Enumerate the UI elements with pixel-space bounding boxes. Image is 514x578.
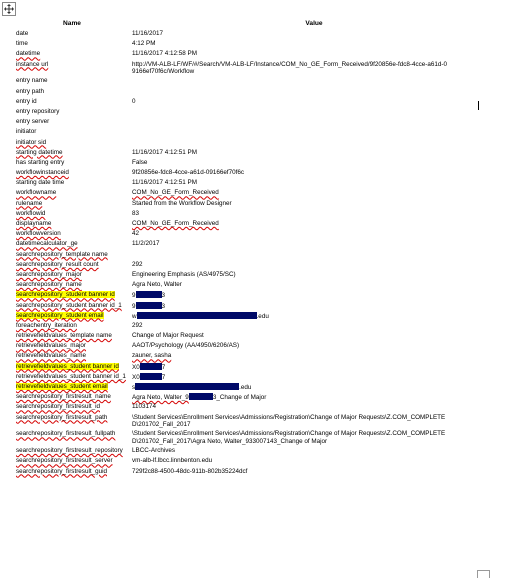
variable-value: vm-alb-lf.lbcc.linnbenton.edu xyxy=(132,457,213,465)
variable-value-cell xyxy=(130,117,498,127)
variable-value: AAOT/Psychology (AA/4950/6206/AS) xyxy=(132,342,240,350)
variable-value-cell xyxy=(130,280,498,290)
variable-name: searchrepository_student banner id_1 xyxy=(16,301,122,309)
variable-value-cell xyxy=(130,446,498,456)
variable-value-cell xyxy=(130,362,498,372)
variable-value-cell xyxy=(130,331,498,341)
table-row xyxy=(14,188,498,198)
variable-value-cell xyxy=(130,392,498,402)
variable-value: 1103174 xyxy=(132,403,157,411)
value-prefix: s xyxy=(132,384,136,391)
variable-value: \Student Services\Enrollment Services\Admissions/Registration\Change of Major Requests\Z.COM_COMPLETED\201702_Fall_2017 xyxy=(132,413,446,429)
variable-value: 9f20856e-fdc8-4cce-a61d-09166ef70f6c xyxy=(132,169,245,177)
variable-value-cell xyxy=(130,402,498,412)
table-row xyxy=(14,138,498,148)
variable-name: datetime xyxy=(16,50,41,58)
variable-value-cell xyxy=(130,260,498,270)
table-header-row xyxy=(14,18,498,29)
table-row xyxy=(14,209,498,219)
variable-value-cell xyxy=(130,456,498,466)
variable-value: Engineering Emphasis (AS/4975/SC) xyxy=(132,270,236,278)
variable-name: foreachentry_iteration xyxy=(16,321,77,329)
variable-name-cell xyxy=(14,199,130,209)
variable-name-cell xyxy=(14,321,130,331)
variable-name: searchrepository_major xyxy=(16,270,82,278)
variable-name: has starting entry xyxy=(16,158,65,166)
variable-name-cell xyxy=(14,311,130,321)
variable-value-cell xyxy=(130,467,498,477)
table-row xyxy=(14,199,498,209)
text-cursor xyxy=(478,101,479,110)
table-row xyxy=(14,250,498,260)
variable-name-cell xyxy=(14,341,130,351)
variable-name-cell xyxy=(14,290,130,300)
variable-name-cell xyxy=(14,188,130,198)
value-suffix: .edu xyxy=(256,312,269,320)
variable-name: initiator xyxy=(16,128,37,136)
variable-name: searchrepository_firstresult_fullpath xyxy=(16,430,116,438)
variable-name: rulename xyxy=(16,199,43,207)
variable-value: False xyxy=(132,158,148,166)
table-row xyxy=(14,446,498,456)
variable-name: initiator sid xyxy=(16,138,47,146)
table-row xyxy=(14,372,498,382)
table-row xyxy=(14,76,498,86)
value-prefix: X0 xyxy=(132,363,140,371)
table-row xyxy=(14,402,498,412)
variable-value: COM_No_GE_Form_Received xyxy=(132,220,219,227)
variable-name-cell xyxy=(14,467,130,477)
redaction-block xyxy=(189,393,213,400)
variable-name: retrievefieldvalues_name xyxy=(16,352,87,360)
table-row xyxy=(14,413,498,430)
value-prefix: w xyxy=(132,312,137,320)
table-row xyxy=(14,467,498,477)
variable-name: workflowname xyxy=(16,189,57,197)
variable-name-cell xyxy=(14,260,130,270)
value-suffix: 3 xyxy=(161,302,166,310)
table-row xyxy=(14,341,498,351)
variable-value-cell xyxy=(130,290,498,300)
variable-value-cell xyxy=(130,413,498,430)
variable-value: 0 xyxy=(132,97,136,105)
variable-value-cell xyxy=(130,301,498,311)
variable-value-cell xyxy=(130,229,498,239)
table-row xyxy=(14,311,498,321)
variable-name-cell xyxy=(14,76,130,86)
variable-name-cell xyxy=(14,148,130,158)
variable-name: date xyxy=(16,30,29,37)
variable-name-cell xyxy=(14,446,130,456)
table-row xyxy=(14,97,498,107)
variable-value: 11/16/2017 4:12:51 PM xyxy=(132,179,198,187)
variable-value-cell xyxy=(130,199,498,209)
table-row xyxy=(14,362,498,372)
variable-name: starting date time xyxy=(16,179,65,187)
variable-name: retrievefieldvalues_student email xyxy=(16,383,108,390)
variable-name-cell xyxy=(14,382,130,392)
variable-name: searchrepository_firstresult_name xyxy=(16,393,111,401)
table-row xyxy=(14,260,498,270)
table-row xyxy=(14,382,498,392)
value-suffix: 7 xyxy=(161,363,166,371)
variable-value-cell xyxy=(130,239,498,249)
variable-value: 292 xyxy=(132,260,143,268)
variable-name: retrievefieldvalues_student banner id_1 xyxy=(16,372,126,380)
variable-name-cell xyxy=(14,239,130,249)
name-column-header: Name xyxy=(63,20,81,27)
variable-value-cell xyxy=(130,311,498,321)
redaction-block xyxy=(137,312,257,319)
variable-value: 11/2/2017 xyxy=(132,240,160,248)
variable-name: entry repository xyxy=(16,107,60,115)
variable-value-cell xyxy=(130,87,498,97)
variable-name: retrievefieldvalues_student banner id xyxy=(16,362,119,370)
move-arrows-icon[interactable] xyxy=(2,2,16,16)
variable-name: searchrepository_firstresult_repository xyxy=(16,447,123,455)
table-row xyxy=(14,39,498,49)
variable-value-cell xyxy=(130,209,498,219)
variable-name-cell xyxy=(14,127,130,137)
variable-name: searchrepository_name xyxy=(16,281,82,289)
table-row xyxy=(14,178,498,188)
variable-value-cell xyxy=(130,49,498,59)
table-row xyxy=(14,280,498,290)
variable-name: retrievefieldvalues_major xyxy=(16,342,86,350)
redaction-block xyxy=(140,373,162,380)
table-row xyxy=(14,392,498,402)
variable-value: 42 xyxy=(132,230,140,238)
variable-name: searchrepository_student banner id xyxy=(16,291,115,299)
variable-value: zauner, sasha xyxy=(132,352,172,360)
variable-value-cell xyxy=(130,138,498,148)
variable-value-cell xyxy=(130,148,498,158)
variable-name-cell xyxy=(14,270,130,280)
variable-value-cell xyxy=(130,321,498,331)
variable-name: searchrepository_firstresult_guid xyxy=(16,467,107,475)
variable-name: searchrepository_template name xyxy=(16,250,108,258)
variables-table xyxy=(14,18,498,477)
variable-value-cell xyxy=(130,382,498,392)
table-row xyxy=(14,301,498,311)
variable-name: searchrepository_firstresult_server xyxy=(16,457,113,465)
table-row xyxy=(14,148,498,158)
variable-name-cell xyxy=(14,117,130,127)
table-row xyxy=(14,456,498,466)
table-row xyxy=(14,158,498,168)
variable-name: searchrepository_firstresult_id xyxy=(16,403,100,411)
variable-name-cell xyxy=(14,331,130,341)
variable-name: entry server xyxy=(16,118,50,126)
variable-value: \Student Services\Enrollment Services\Admissions/Registration\Change of Major Requests\Z.COM_COMPLETED\201702_Fall_2017\Agra Neto, Walter_933007143_Change of Major xyxy=(132,430,446,446)
value-suffix: 3_Change of Major xyxy=(212,394,267,402)
table-row xyxy=(14,239,498,249)
variable-value: LBCC-Archives xyxy=(132,447,176,455)
table-row xyxy=(14,331,498,341)
variable-value: Change of Major Request xyxy=(132,332,204,340)
redaction-block xyxy=(135,383,239,390)
variable-name-cell xyxy=(14,39,130,49)
variable-value: Agra Neto, Walter xyxy=(132,281,182,289)
variable-value-cell xyxy=(130,39,498,49)
variable-value: 83 xyxy=(132,209,140,217)
variable-value-cell xyxy=(130,219,498,229)
variable-value-cell xyxy=(130,158,498,168)
variable-value-cell xyxy=(130,178,498,188)
table-row xyxy=(14,270,498,280)
table-row xyxy=(14,321,498,331)
variable-name-cell xyxy=(14,178,130,188)
variable-name-cell xyxy=(14,362,130,372)
variable-name-cell xyxy=(14,402,130,412)
variable-name: workflowversion xyxy=(16,230,61,238)
variable-name: entry path xyxy=(16,87,45,95)
variable-name-cell xyxy=(14,60,130,77)
value-suffix: 7 xyxy=(161,373,166,381)
table-row xyxy=(14,117,498,127)
variable-name-cell xyxy=(14,168,130,178)
redaction-block xyxy=(136,291,162,298)
variable-name: starting datetime xyxy=(16,148,63,156)
variable-name: datetimecalculator_ge xyxy=(16,240,78,248)
variable-value: Started from the Workflow Designer xyxy=(132,199,232,207)
variable-name-cell xyxy=(14,456,130,466)
table-body xyxy=(14,29,498,477)
variable-value-cell xyxy=(130,341,498,351)
variable-value-cell xyxy=(130,250,498,260)
variable-value-cell xyxy=(130,429,498,446)
table-row xyxy=(14,60,498,77)
value-prefix: 9 xyxy=(132,302,136,310)
variable-name-cell xyxy=(14,392,130,402)
variable-value: 729f2c88-4500-48dc-911b-802b35224dcf xyxy=(132,467,248,475)
table-row xyxy=(14,219,498,229)
variable-value: http://VM-ALB-LF/WF/#/Search/VM-ALB-LF/Instance/COM_No_GE_Form_Received/9f20856e-fdc8-4cce-a61d-09166ef70f6c/Workflow xyxy=(132,60,447,76)
variable-value-cell xyxy=(130,372,498,382)
variable-value: 11/16/2017 4:12:51 PM xyxy=(132,148,198,156)
value-column-header: Value xyxy=(305,20,323,27)
variable-value-cell xyxy=(130,188,498,198)
variable-value: 292 xyxy=(132,321,143,329)
value-suffix: 3 xyxy=(161,292,166,300)
variable-value: 11/16/2017 4:12:58 PM xyxy=(132,50,198,58)
variable-value-cell xyxy=(130,76,498,86)
variable-name: workflowinstanceid xyxy=(16,169,69,177)
value-prefix: X0 xyxy=(132,373,140,381)
variable-name: searchrepository_firstresult_path xyxy=(16,413,108,421)
variable-name: displayname xyxy=(16,220,52,227)
variable-value: 4:12 PM xyxy=(132,40,156,48)
value-prefix: Agra Neto, Walter_9 xyxy=(132,394,189,402)
table-row xyxy=(14,290,498,300)
table-row xyxy=(14,87,498,97)
variable-name-cell xyxy=(14,429,130,446)
table-row xyxy=(14,229,498,239)
variable-name-cell xyxy=(14,413,130,430)
variable-value-cell xyxy=(130,270,498,280)
table-row xyxy=(14,168,498,178)
variable-name-cell xyxy=(14,209,130,219)
variable-name-cell xyxy=(14,87,130,97)
table-row xyxy=(14,49,498,59)
variable-value: 11/16/2017 xyxy=(132,30,164,37)
redaction-block xyxy=(140,363,162,370)
variable-value-cell xyxy=(130,127,498,137)
variable-name: searchrepository_student email xyxy=(16,311,104,319)
variable-name-cell xyxy=(14,229,130,239)
variable-name-cell xyxy=(14,49,130,59)
table-row xyxy=(14,29,498,39)
variable-name: entry name xyxy=(16,77,48,85)
table-row xyxy=(14,429,498,446)
variable-name-cell xyxy=(14,351,130,361)
variable-name-cell xyxy=(14,97,130,107)
value-suffix: .edu xyxy=(239,384,252,391)
variable-value-cell xyxy=(130,351,498,361)
variable-name: entry id xyxy=(16,97,37,105)
variable-value-cell xyxy=(130,60,498,77)
variable-name-cell xyxy=(14,372,130,382)
variable-value-cell xyxy=(130,97,498,107)
variable-name: time xyxy=(16,40,28,48)
variable-name: workflowid xyxy=(16,209,46,217)
variable-name-cell xyxy=(14,219,130,229)
variable-name: searchrepository_result count xyxy=(16,260,99,268)
variable-name: instance url xyxy=(16,60,49,68)
table-row xyxy=(14,127,498,137)
variable-name-cell xyxy=(14,158,130,168)
variable-name-cell xyxy=(14,138,130,148)
variable-value-cell xyxy=(130,107,498,117)
variable-value: COM_No_GE_Form_Received xyxy=(132,189,219,197)
table-row xyxy=(14,351,498,361)
variable-name-cell xyxy=(14,250,130,260)
value-prefix: 9 xyxy=(132,292,136,300)
redaction-block xyxy=(136,302,162,309)
variable-name-cell xyxy=(14,301,130,311)
variable-name-cell xyxy=(14,29,130,39)
table-row xyxy=(14,107,498,117)
variable-name: retrievefieldvalues_template name xyxy=(16,332,112,340)
variable-value-cell xyxy=(130,168,498,178)
variable-name-cell xyxy=(14,280,130,290)
variable-value-cell xyxy=(130,29,498,39)
variable-name-cell xyxy=(14,107,130,117)
